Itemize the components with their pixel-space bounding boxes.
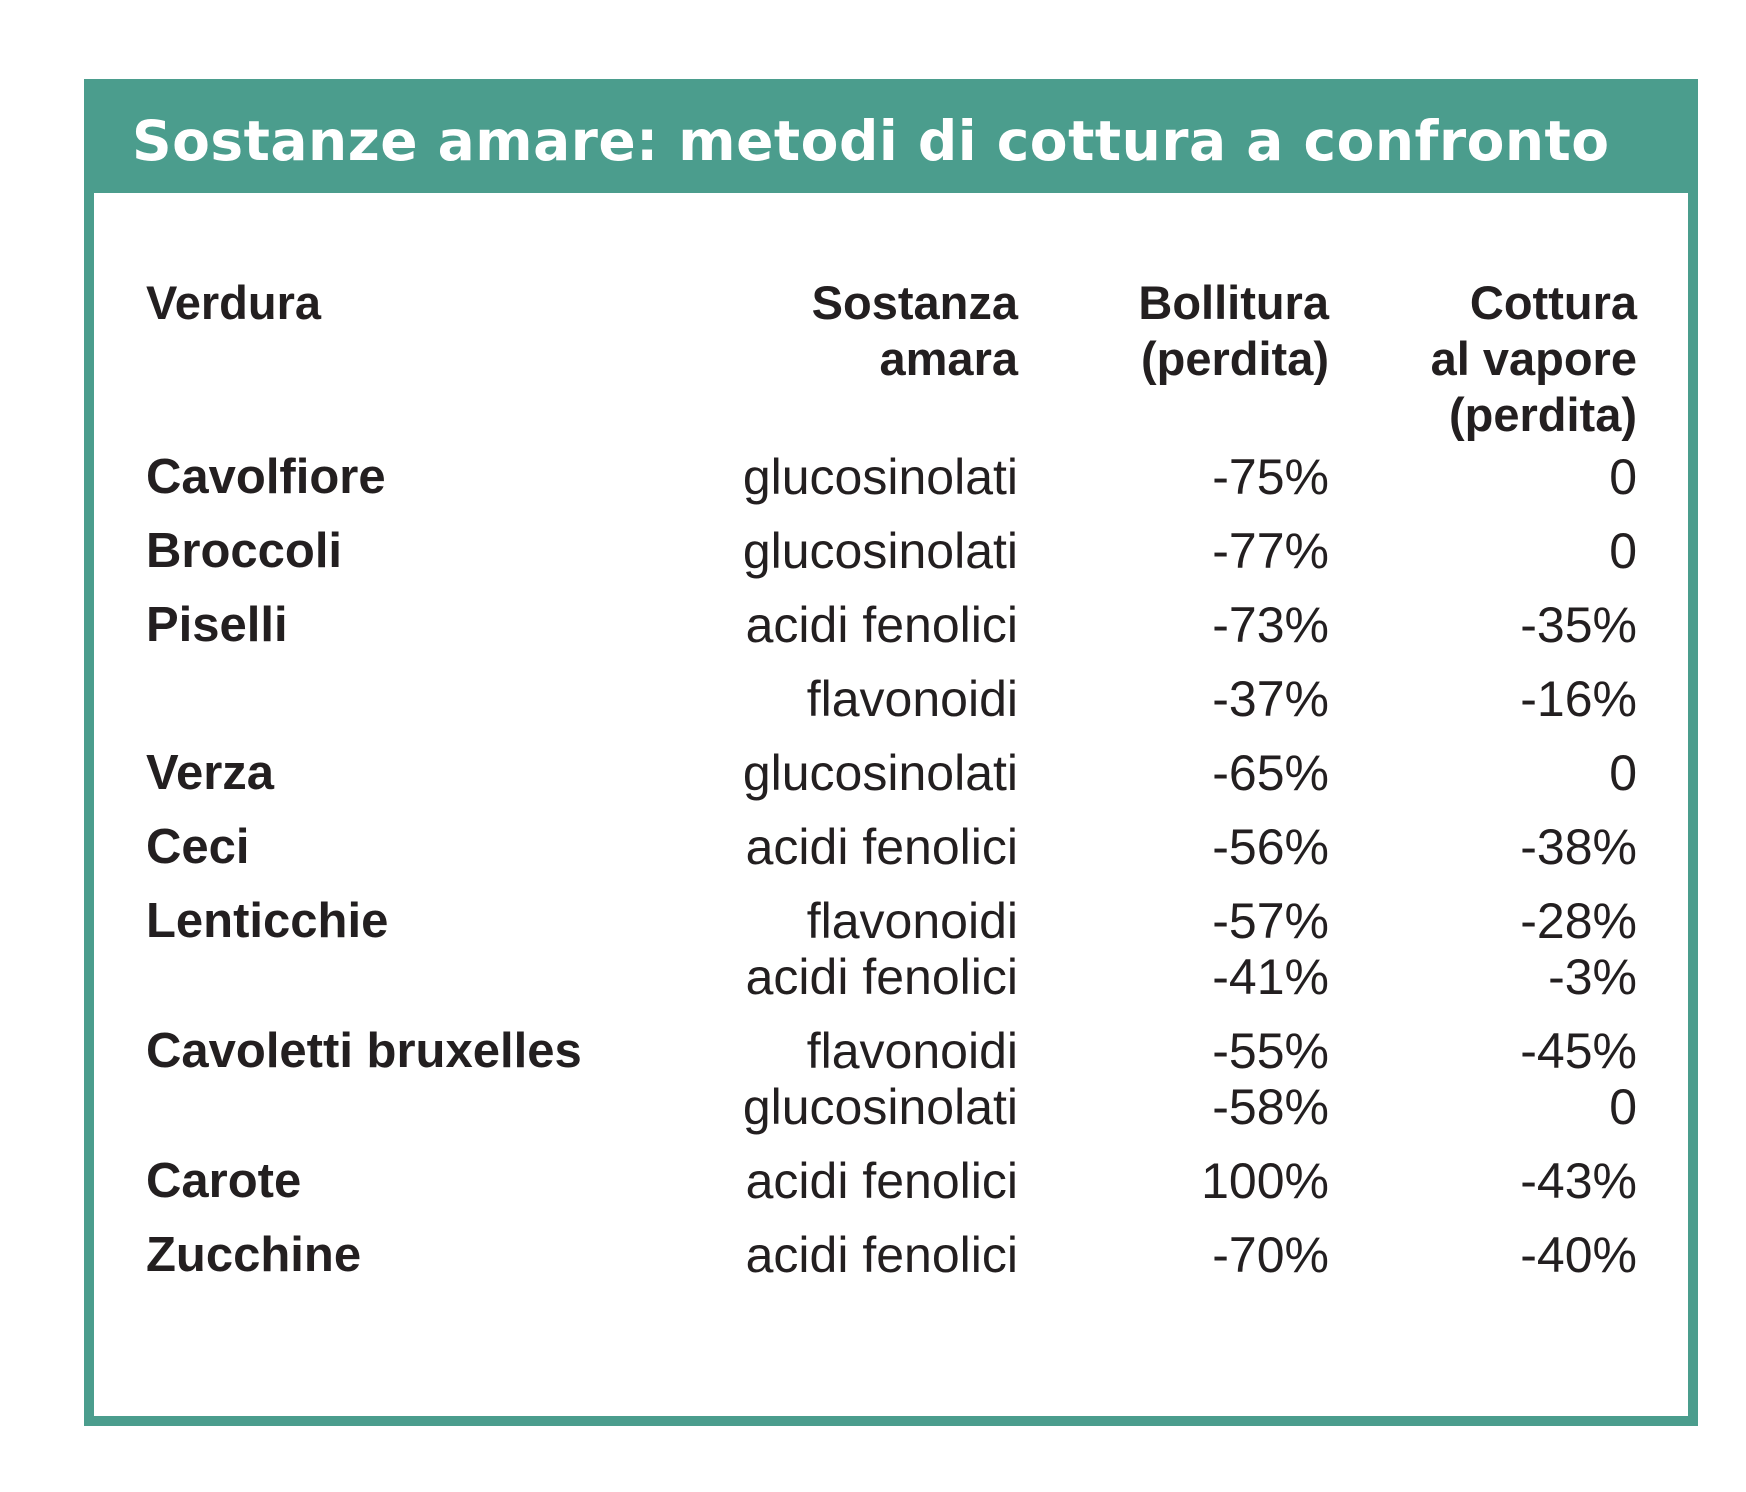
header-verdura	[146, 275, 321, 331]
table-row	[94, 1153, 1688, 1209]
cell-bollitura-line: -41%	[1212, 949, 1329, 1005]
header-vapore-line: (perdita)	[1449, 388, 1637, 441]
cell-verdura: Zucchine	[146, 1228, 362, 1282]
cell-bollitura	[1212, 893, 1329, 1005]
cell-bollitura	[1212, 523, 1329, 579]
table-row	[94, 819, 1688, 875]
cell-sostanza	[746, 1227, 1018, 1283]
page-title: Sostanze amare: metodi di cottura a confronto	[132, 109, 1610, 173]
cell-bollitura-line: -77%	[1212, 523, 1329, 579]
cell-vapore-line: -35%	[1520, 597, 1637, 653]
cell-verdura: Carote	[146, 1154, 302, 1208]
header-verdura-line: Verdura	[146, 276, 322, 329]
cell-vapore	[1520, 1153, 1637, 1209]
header-vapore	[1431, 275, 1637, 443]
cell-sostanza-line: glucosinolati	[742, 745, 1018, 801]
cell-sostanza-line: flavonoidi	[806, 1023, 1018, 1079]
cell-vapore	[1609, 745, 1637, 801]
cell-vapore-line: -28%	[1520, 893, 1637, 949]
table-row	[94, 671, 1688, 727]
table-panel	[84, 79, 1698, 1426]
header-sostanza-line: amara	[879, 332, 1018, 385]
cell-vapore	[1520, 1023, 1637, 1135]
cell-bollitura	[1212, 819, 1329, 875]
cell-vapore-line: -45%	[1520, 1023, 1637, 1079]
table-row	[94, 893, 1688, 1005]
title-bar	[94, 89, 1688, 193]
cell-bollitura-line: -65%	[1212, 745, 1329, 801]
cell-bollitura-line: -75%	[1212, 449, 1329, 505]
cell-bollitura-line: 100%	[1201, 1153, 1329, 1209]
cell-vapore	[1609, 449, 1637, 505]
cell-verdura: Cavolfiore	[146, 450, 386, 504]
header-bollitura-line: (perdita)	[1141, 332, 1329, 385]
cell-bollitura-line: -37%	[1212, 671, 1329, 727]
cell-sostanza	[746, 597, 1018, 653]
cell-sostanza-line: glucosinolati	[742, 523, 1018, 579]
cell-vapore	[1520, 597, 1637, 653]
cell-sostanza-line: acidi fenolici	[745, 1153, 1018, 1209]
cell-bollitura	[1212, 597, 1329, 653]
header-bollitura	[1138, 275, 1329, 387]
header-sostanza	[812, 275, 1018, 387]
cell-bollitura-line: -73%	[1212, 597, 1329, 653]
table-row	[94, 449, 1688, 505]
cell-sostanza	[746, 819, 1018, 875]
table-row	[94, 1227, 1688, 1283]
cell-verdura: Cavoletti bruxelles	[146, 1024, 582, 1078]
cell-vapore	[1520, 893, 1637, 1005]
cell-sostanza	[746, 893, 1018, 1005]
header-vapore-line: Cottura	[1469, 276, 1637, 329]
table-row	[94, 745, 1688, 801]
cell-vapore	[1609, 523, 1637, 579]
cell-bollitura	[1212, 745, 1329, 801]
cell-bollitura	[1212, 1227, 1329, 1283]
header-sostanza-line: Sostanza	[811, 276, 1018, 329]
table-row	[94, 523, 1688, 579]
cell-vapore-line: -43%	[1520, 1153, 1637, 1209]
cell-vapore	[1520, 671, 1637, 727]
cell-verdura: Verza	[146, 746, 275, 800]
cell-sostanza	[743, 449, 1018, 505]
cell-sostanza	[746, 1153, 1018, 1209]
table-row	[94, 597, 1688, 653]
cell-verdura: Piselli	[146, 598, 288, 652]
cell-bollitura	[1201, 1153, 1329, 1209]
cell-bollitura	[1212, 449, 1329, 505]
cell-sostanza	[743, 523, 1018, 579]
cell-verdura: Ceci	[146, 820, 250, 874]
cell-verdura: Lenticchie	[146, 894, 389, 948]
cell-bollitura-line: -57%	[1212, 893, 1329, 949]
header-bollitura-line: Bollitura	[1138, 276, 1329, 329]
cell-vapore-line: -40%	[1520, 1227, 1637, 1283]
cell-sostanza	[743, 745, 1018, 801]
cell-vapore-line: 0	[1609, 449, 1637, 505]
cell-vapore-line: -38%	[1520, 819, 1637, 875]
cell-sostanza-line: acidi fenolici	[745, 1227, 1018, 1283]
cell-sostanza-line: acidi fenolici	[745, 597, 1018, 653]
cell-sostanza-line: acidi fenolici	[745, 949, 1018, 1005]
cell-sostanza-line: flavonoidi	[806, 671, 1018, 727]
cell-bollitura-line: -58%	[1212, 1079, 1329, 1135]
table-row	[94, 1023, 1688, 1135]
cell-sostanza	[807, 671, 1018, 727]
cell-sostanza-line: flavonoidi	[806, 893, 1018, 949]
cell-bollitura-line: -70%	[1212, 1227, 1329, 1283]
cell-vapore-line: 0	[1609, 745, 1637, 801]
cell-sostanza-line: glucosinolati	[742, 1079, 1018, 1135]
cell-verdura: Broccoli	[146, 524, 343, 578]
cell-vapore-line: -16%	[1520, 671, 1637, 727]
cell-vapore-line: 0	[1609, 1079, 1637, 1135]
header-vapore-line: al vapore	[1430, 332, 1637, 385]
cell-vapore-line: -3%	[1548, 949, 1637, 1005]
cell-bollitura-line: -56%	[1212, 819, 1329, 875]
cell-bollitura-line: -55%	[1212, 1023, 1329, 1079]
cell-sostanza	[743, 1023, 1018, 1135]
cell-vapore-line: 0	[1609, 523, 1637, 579]
cell-vapore	[1520, 1227, 1637, 1283]
cell-sostanza-line: acidi fenolici	[745, 819, 1018, 875]
cell-bollitura	[1212, 1023, 1329, 1135]
cell-bollitura	[1212, 671, 1329, 727]
cell-sostanza-line: glucosinolati	[742, 449, 1018, 505]
cell-vapore	[1520, 819, 1637, 875]
